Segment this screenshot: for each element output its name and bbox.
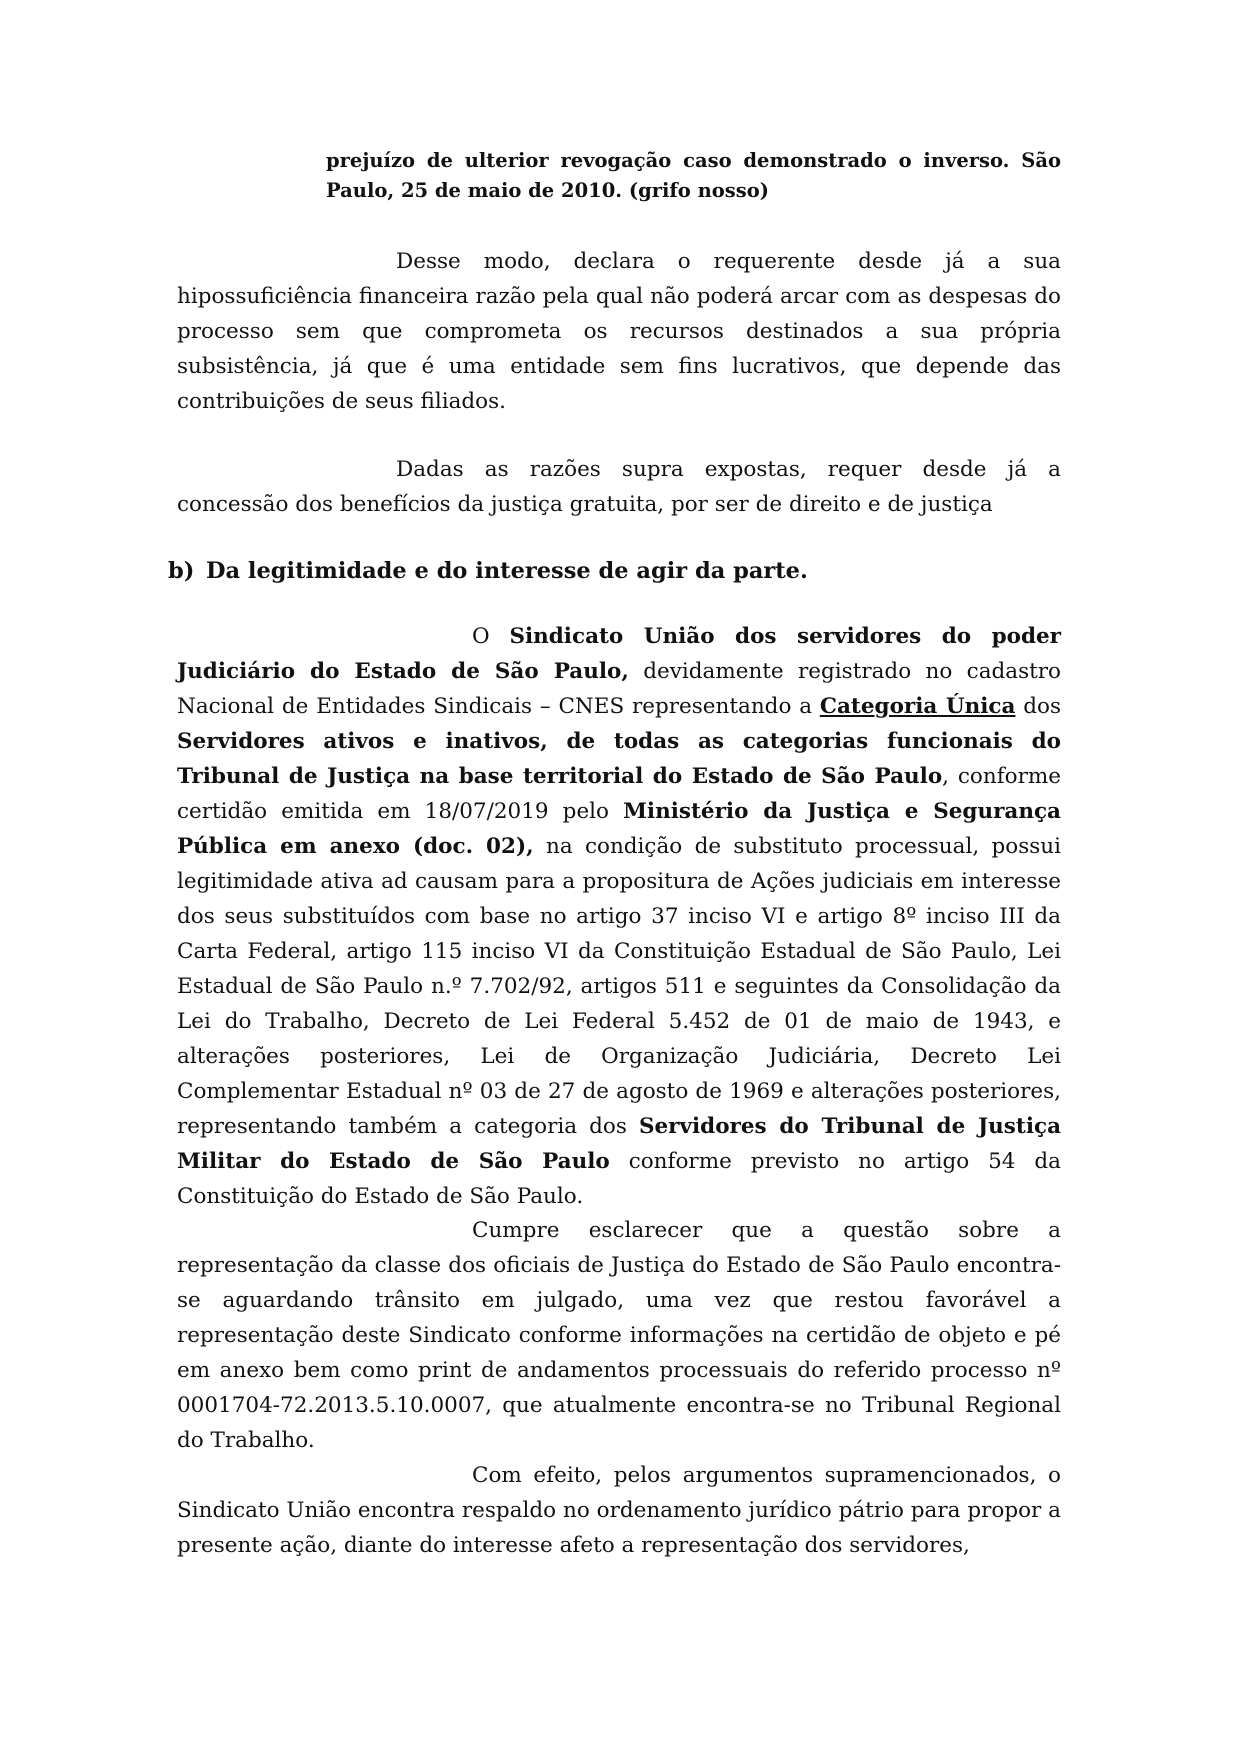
text-run: dos <box>1015 694 1061 719</box>
quoted-excerpt <box>326 146 1061 206</box>
text-run: na condição de substituto processual, possui legitimidade ativa ad causam para a propositura de Ações judiciais em interesse dos seus substituídos com base no artigo 37 inciso VI e artigo 8º inciso III da Carta Federal, artigo 115 inciso VI da Constituição Estadual de São Paulo, Lei Estadual de São Paulo n.º 7.702/92, artigos 511 e seguintes da Consolidação da Lei do Trabalho, Decreto de Lei Federal 5.452 de 01 de maio de 1943, e alterações posteriores, Lei de Organização Judiciária, Decreto Lei Complementar Estadual nº 03 de 27 de agosto de 1969 e alterações posteriores, representando também a categoria dos <box>177 834 1061 1139</box>
bold-run: Sindicato União dos servidores do poder Judiciário do Estado de São Paulo, <box>177 624 1061 684</box>
section-label: b) <box>168 558 195 584</box>
paragraph-text: Desse modo, declara o requerente desde já a sua hipossuficiência financeira razão pela qual não poderá arcar com as despesas do processo sem que comprometa os recursos destinados a sua própria subsistência, já que é uma entidade sem fins lucrativos, que depende das contribuições de seus filiados. <box>177 249 1061 414</box>
paragraph-text: Cumpre esclarecer que a questão sobre a representação da classe dos oficiais de Justiça do Estado de São Paulo encontra-se aguardando trânsito em julgado, uma vez que restou favorável a representação deste Sindicato conforme informações na certidão de objeto e pé em anexo bem como print de andamentos processuais do referido processo nº 0001704-72.2013.5.10.0007, que atualmente encontra-se no Tribunal Regional do Trabalho. <box>177 1218 1061 1453</box>
paragraph-text: Dadas as razões supra expostas, requer desde já a concessão dos benefícios da justiça gratuita, por ser de direito e de justiça <box>177 457 1061 517</box>
text-run: devidamente registrado no cadastro Nacional de Entidades Sindicais – CNES representando a <box>177 659 1061 719</box>
paragraph-text: Com efeito, pelos argumentos supramencionados, o Sindicato União encontra respaldo no ordenamento jurídico pátrio para propor a presente ação, diante do interesse afeto a representação dos servidores, <box>177 1463 1061 1558</box>
text-run: O <box>472 624 510 649</box>
bold-run: Ministério da Justiça e Segurança Pública em anexo (doc. 02), <box>177 799 1061 859</box>
paragraph-com-efeito <box>177 1458 1061 1563</box>
underlined-bold-run: Categoria Única <box>819 694 1016 719</box>
section-heading-legitimidade <box>168 554 1068 589</box>
paragraph-justica-gratuita <box>177 452 1061 522</box>
text-run: , conforme certidão emitida em 18/07/2019 pelo <box>177 764 1061 824</box>
text-run: conforme previsto no artigo 54 da Constituição do Estado de São Paulo. <box>177 1149 1061 1209</box>
quote-text: prejuízo de ulterior revogação caso demonstrado o inverso. São Paulo, 25 de maio de 2010. (grifo nosso) <box>326 149 1061 202</box>
paragraph-sindicato <box>177 619 1061 1214</box>
paragraph-hipossuficiencia <box>177 244 1061 419</box>
bold-run: Servidores do Tribunal de Justiça Militar do Estado de São Paulo <box>177 1114 1062 1174</box>
section-title: Da legitimidade e do interesse de agir da parte. <box>206 558 808 584</box>
paragraph-oficiais-justica <box>177 1213 1061 1458</box>
bold-run: Servidores ativos e inativos, de todas as categorias funcionais do Tribunal de Justiça na base territorial do Estado de São Paulo <box>177 729 1061 789</box>
